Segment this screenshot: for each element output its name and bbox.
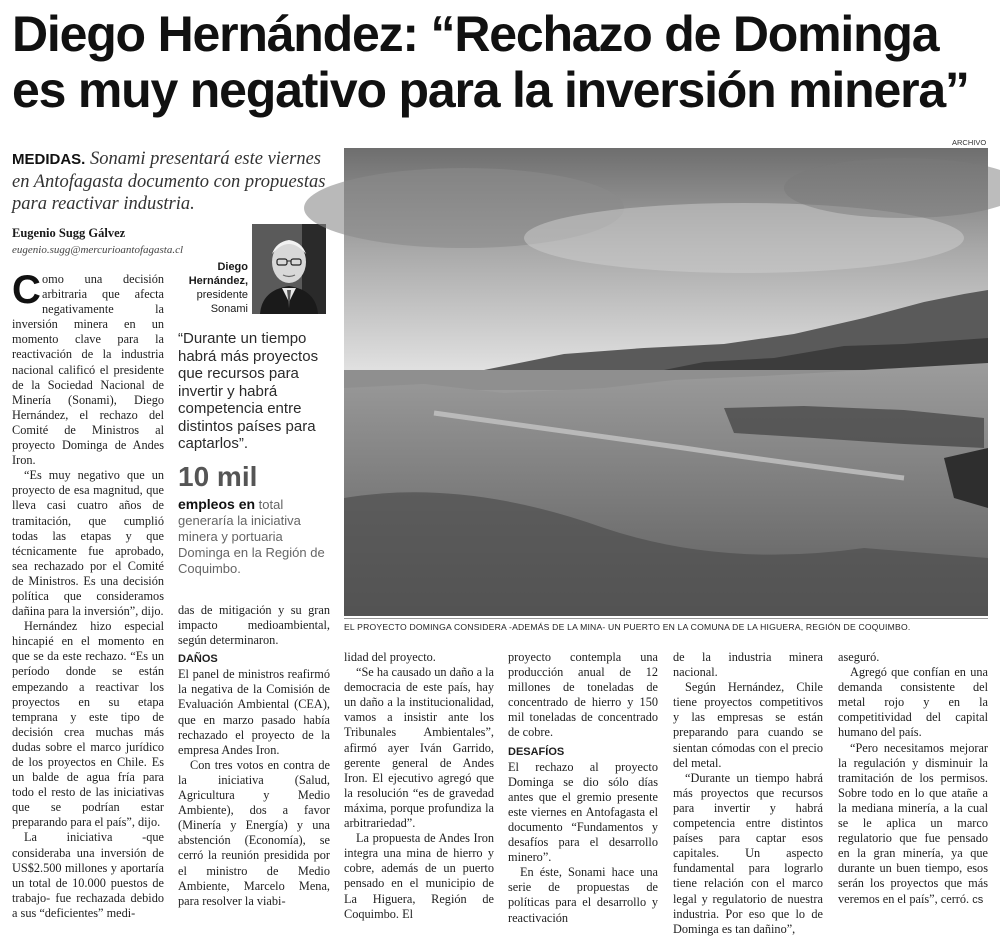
paragraph: La iniciativa -que consideraba una inversión de US$2.500 millones y aportaría un total de 10.000 puestos de trabajo- fue rechazada debido a sus “deficientes” medi- (12, 830, 164, 920)
paragraph: aseguró. (838, 650, 880, 664)
paragraph: La propuesta de Andes Iron integra una mina de hierro y cobre, además de un puerto pensado en el municipio de La Higuera, Región de Coquimbo. El (344, 831, 494, 921)
caption-rule (344, 618, 988, 619)
drop-cap: C (12, 268, 41, 312)
paragraph: El rechazo al proyecto Dominga se dio sólo días antes que el gremio presente este viernes en Antofagasta el documento “Fundamentos y desafíos para el desarrollo minero”. (508, 759, 658, 865)
lead-kicker: MEDIDAS. (12, 151, 86, 168)
landscape-illustration (344, 148, 988, 616)
portrait-org: Sonami (210, 303, 248, 315)
portrait-caption (170, 260, 248, 316)
paragraph: El panel de ministros reafirmó la negativa de la Comisión de Evaluación Ambiental (CEA), que en marzo pasado había rechazado el proyecto de la empresa Andes Iron. (178, 667, 330, 757)
photo-caption: EL PROYECTO DOMINGA CONSIDERA -ADEMÁS DE LA MINA- UN PUERTO EN LA COMUNA DE LA HIGUERA, REGIÓN DE COQUIMBO. (344, 622, 911, 632)
stat-text: total generaría la iniciativa minera y portuaria Dominga en la Región de Coquimbo. (178, 497, 325, 576)
article-column-6 (838, 650, 988, 908)
stat-number: 10 mil (178, 461, 258, 492)
author-name: Eugenio Sugg Gálvez (12, 226, 126, 240)
headline-line-2: es muy negativo para la inversión minera” (12, 62, 969, 118)
lead-summary (12, 148, 330, 215)
paragraph: Con tres votos en contra de la iniciativa (Salud, Agricultura y Medio Ambiente), dos a favor (Minería y Energía) y una abstención (Economía), se cerró la reunión presidida por el ministro de Medio Ambiente, Marcelo Mena, para resolver la viabi- (178, 757, 330, 908)
paragraph (12, 268, 164, 468)
headline (12, 6, 992, 118)
section-heading: DAÑOS (178, 653, 218, 666)
landscape-photo (344, 148, 988, 616)
paragraph: “Durante un tiempo habrá más proyectos que recursos para invertir y habrá competencia entre distintos países para captar esos capitales. Un aspecto fundamental para lograrlo tiene relación con el marco legal y regulatorio de nuestra industria. Por eso que lo de Dominga es tan dañino”, (673, 770, 823, 936)
pull-quote: “Durante un tiempo habrá más proyectos que recursos para invertir y habrá competencia entre distintos países para captarlos”. (178, 330, 319, 452)
paragraph: das de mitigación y su gran impacto medioambiental, según determinaron. (178, 603, 330, 648)
paragraph: Hernández hizo especial hincapié en el momento en que se da este rechazo. “Es un período donde se están empezando a reactivar los proyectos en su etapa temprana y este tipo de decisión crea muchas más dudas sobre el marco jurídico de los proyectos en Chile. Es un balde de agua fría para todo el resto de las iniciativas que se podrían estar preparando para el país”, dijo. (12, 619, 164, 830)
portrait-role: presidente (196, 289, 248, 301)
article-column-5 (673, 650, 823, 937)
paragraph: “Se ha causado un daño a la democracia de este país, hay un daño a la institucionalidad, vamos a insistir ante los Tribunales Ambientales”, afirmó ayer Iván Garrido, gerente general de Andes Iron. El ejecutivo agregó que la resolución “es de gravedad máxima, porque profundiza la arbitrariedad”. (344, 665, 494, 831)
paragraph: proyecto contempla una producción anual de 12 millones de toneladas de concentrado de hierro y 150 mil toneladas de concentrado de cobre. (508, 650, 658, 740)
lead-text: Sonami presentará este viernes en Antofagasta documento con propuestas para reactivar industria. (12, 149, 326, 214)
byline (12, 226, 242, 257)
portrait-illustration (252, 224, 326, 314)
article-column-3 (344, 650, 494, 922)
paragraph: lidad del proyecto. (344, 650, 436, 664)
stat-bold: empleos en (178, 496, 256, 512)
end-mark: cs (972, 893, 984, 906)
paragraph-text: omo una decisión arbitraria que afecta negativamente la inversión minera en un momento clave para la reactivación de la industria nacional calificó el presidente de la Sociedad Nacional de Minería (Sonami), Diego Hernández, el rechazo del Comité de Ministros al proyecto Dominga de Andes Iron. (12, 272, 164, 468)
paragraph: Agregó que confían en una demanda consistente del metal rojo y en la competitividad del capital humano del país. (838, 665, 988, 740)
portrait-photo (252, 224, 326, 314)
paragraph: “Es muy negativo que un proyecto de esa magnitud, que lleva casi cuatro años de tramitación, que cumplió todas las etapas y que técnicamente fue aprobado, sea rechazado por el Comité de Ministros. Es una decisión política que consideramos dañina para la inversión”, dijo. (12, 468, 164, 619)
headline-line-1: Diego Hernández: “Rechazo de Dominga (12, 6, 939, 62)
section-heading: DESAFÍOS (508, 745, 565, 758)
stat-description (178, 496, 328, 577)
photo-credit: ARCHIVO (952, 138, 987, 147)
article-column-2 (178, 603, 330, 909)
portrait-name: Diego Hernández, (188, 261, 248, 287)
paragraph (838, 741, 988, 908)
article-column-1 (12, 268, 164, 921)
paragraph-text: “Pero necesitamos mejorar la regulación y disminuir la tramitación de los permisos. Sobre todo en lo que atañe a la mediana minería, a la cual se le aplica un marco regulatorio que fue pensado en la gran minería, ya que durante un buen tiempo, esos serán los proyectos que más veremos en el país”, cerró. (838, 740, 988, 906)
paragraph: Según Hernández, Chile tiene proyectos competitivos y las empresas se están preparando para cuando se sientan cómodas con el precio del metal. (673, 680, 823, 770)
author-email[interactable]: eugenio.sugg@mercurioantofagasta.cl (12, 244, 184, 256)
stat-box (178, 462, 328, 577)
paragraph: En éste, Sonami hace una serie de propuestas de políticas para el desarrollo y reactivación (508, 865, 658, 925)
article-column-4 (508, 650, 658, 926)
paragraph: de la industria minera nacional. (673, 650, 823, 680)
